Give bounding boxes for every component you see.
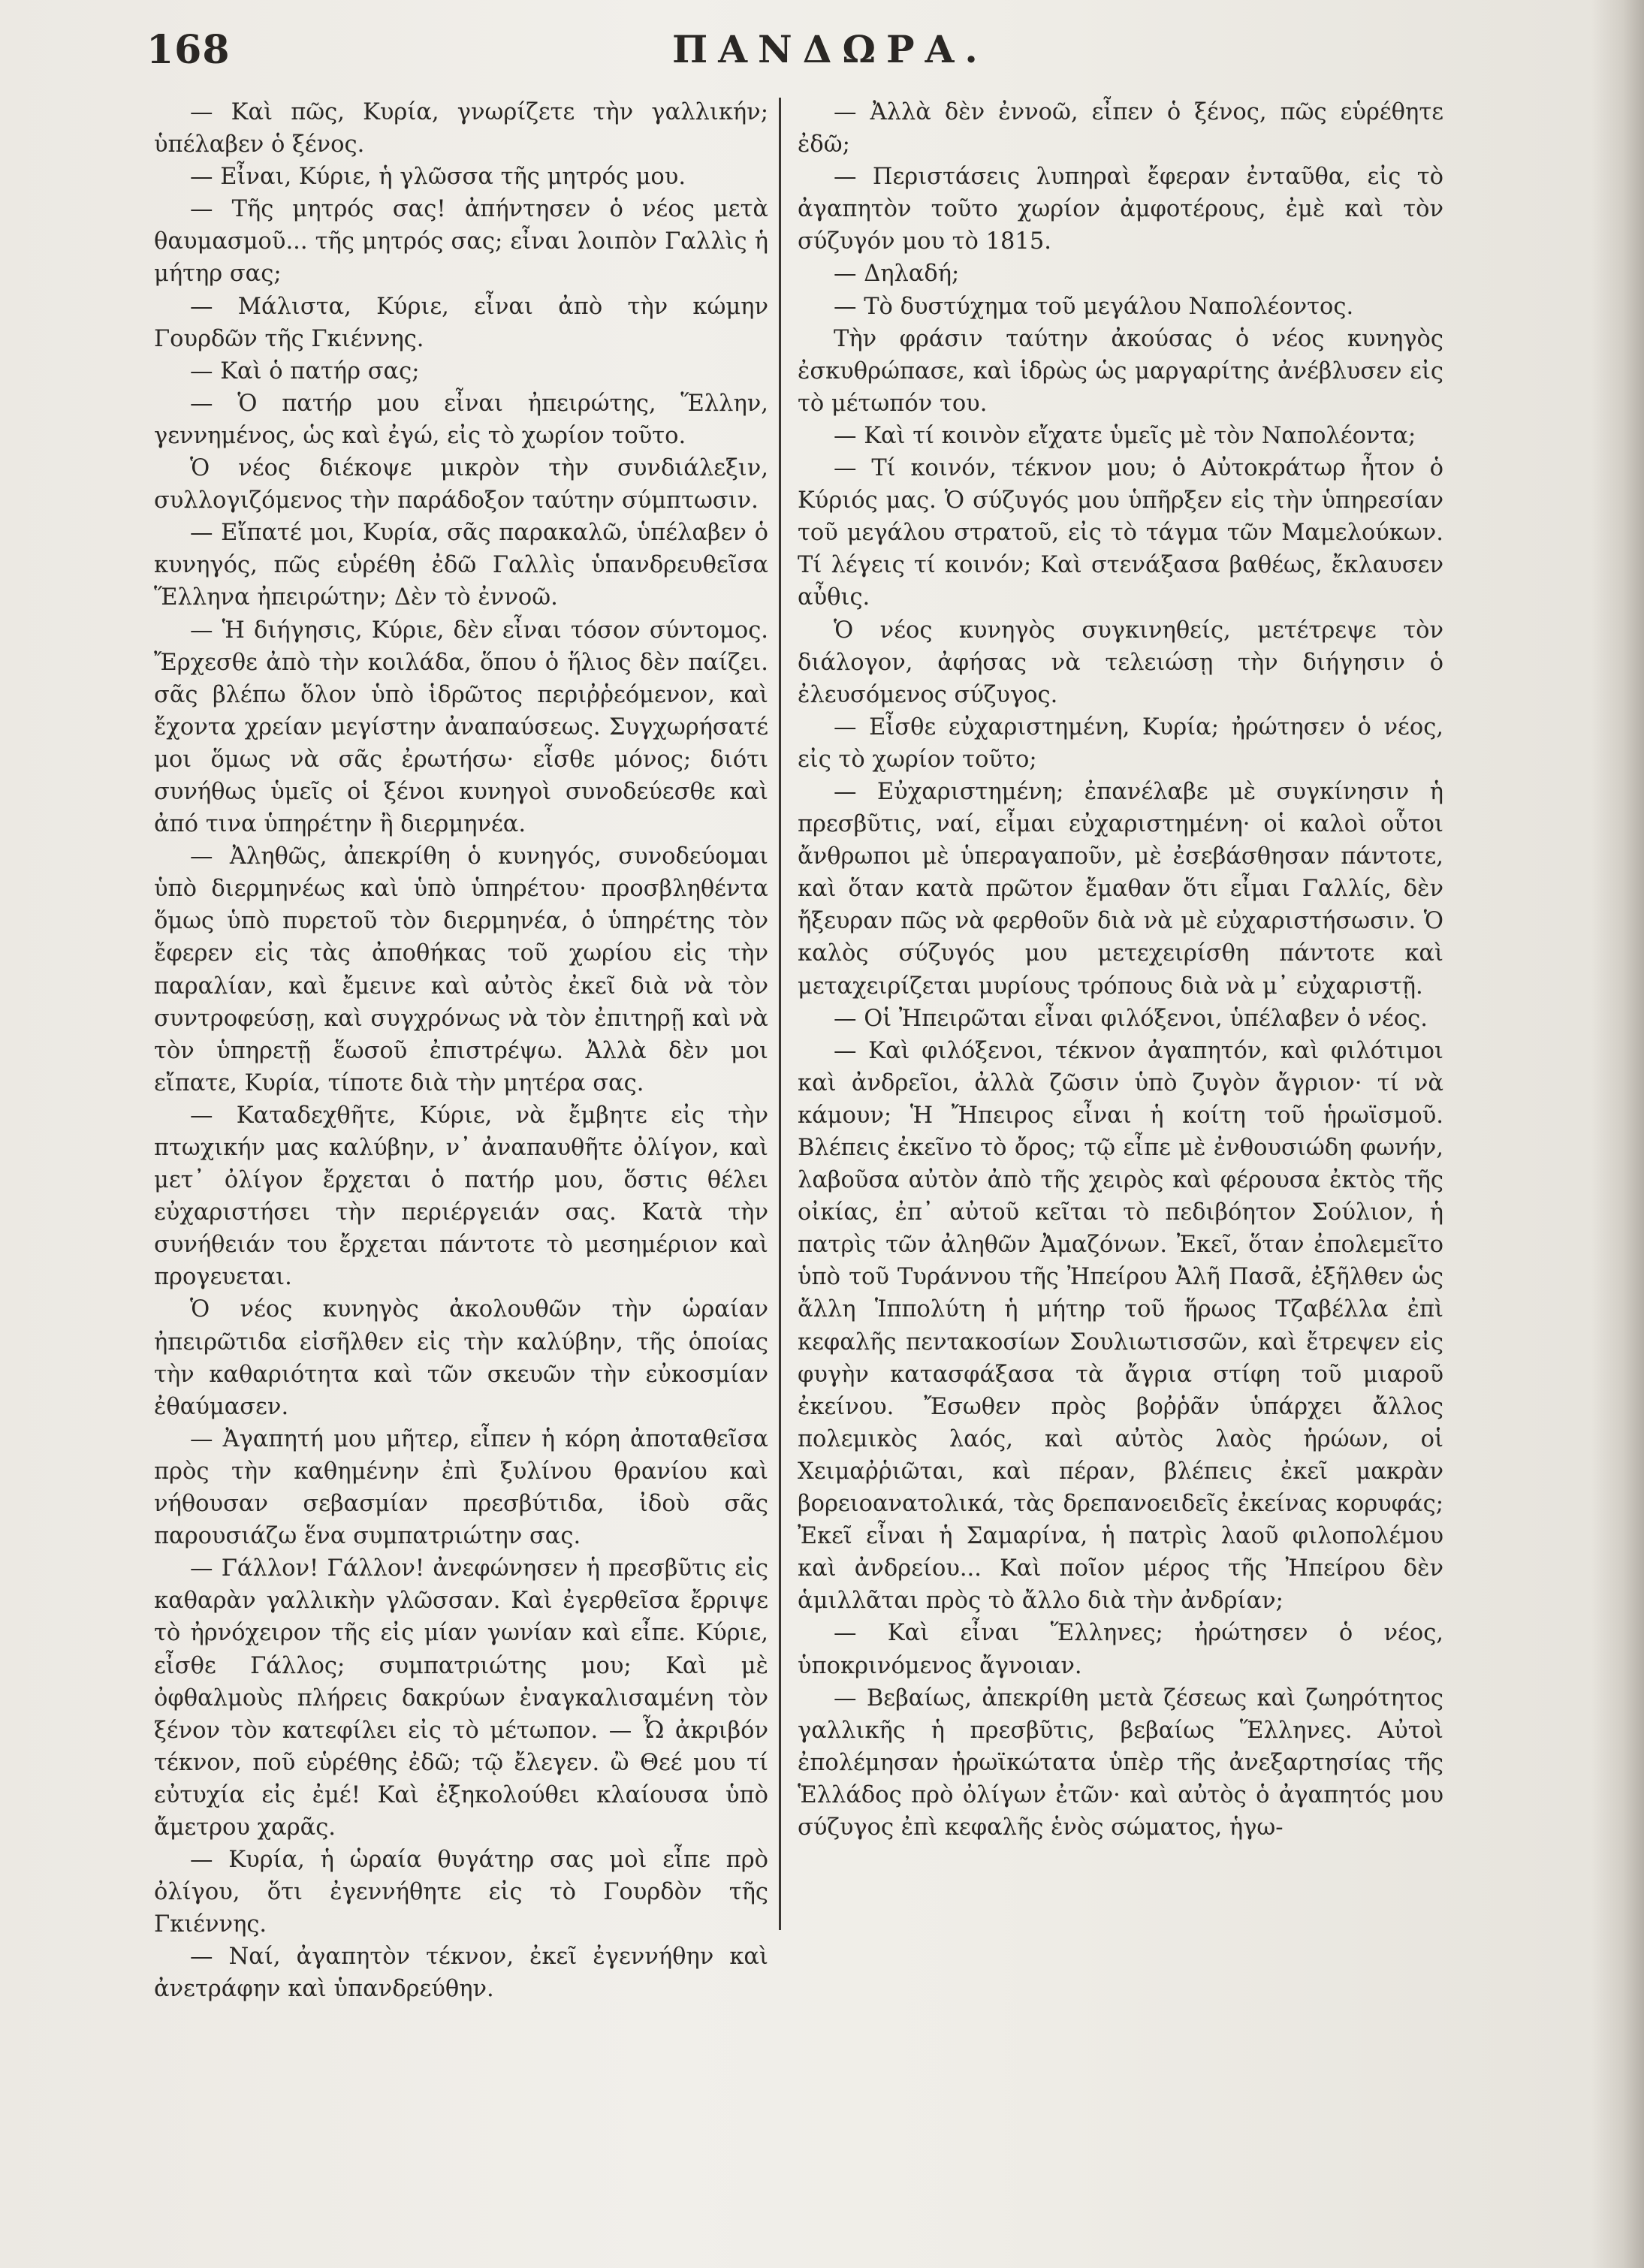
paragraph: — Καὶ πῶς, Κυρία, γνωρίζετε τὴν γαλλικήν; ὑπέλαβεν ὁ ξένος.	[154, 99, 768, 158]
page-header	[146, 21, 1468, 81]
paragraph: — Εἴπατέ μοι, Κυρία, σᾶς παρακαλῶ, ὑπέλαβεν ὁ κυνηγός, πῶς εὑρέθη ἐδῶ Γαλλὶς ὑπανδρευθεῖσα Ἕλληνα ἠπειρώτην; Δὲν τὸ ἐννοῶ.	[154, 520, 768, 611]
paragraph: — Εἶσθε εὐχαριστημένη, Κυρία; ἠρώτησεν ὁ νέος, εἰς τὸ χωρίον τοῦτο;	[798, 713, 1443, 773]
paragraph: Ὁ νέος διέκοψε μικρὸν τὴν συνδιάλεξιν, συλλογιζόμενος τὴν παράδοξον ταύτην σύμπτωσιν.	[154, 455, 768, 514]
page-number: 168	[146, 27, 231, 73]
paragraph: — Μάλιστα, Κύριε, εἶναι ἀπὸ τὴν κώμην Γουρδῶν τῆς Γκιέννης.	[154, 293, 768, 352]
paragraph: — Ἀγαπητή μου μῆτερ, εἶπεν ἡ κόρη ἀποταθεῖσα πρὸς τὴν καθημένην ἐπὶ ξυλίνου θρανίου καὶ νήθουσαν σεβασμίαν πρεσβύτιδα, ἰδοὺ σᾶς παρουσιάζω ἕνα συμπατριώτην σας.	[154, 1425, 768, 1550]
paragraph: — Ὁ πατήρ μου εἶναι ἠπειρώτης, Ἕλλην, γεννημένος, ὡς καὶ ἐγώ, εἰς τὸ χωρίον τοῦτο.	[154, 390, 768, 449]
paragraph: — Οἱ Ἠπειρῶται εἶναι φιλόξενοι, ὑπέλαβεν ὁ νέος.	[834, 1005, 1428, 1032]
paragraph: — Περιστάσεις λυπηραὶ ἔφεραν ἐνταῦθα, εἰς τὸ ἀγαπητὸν τοῦτο χωρίον ἀμφοτέρους, ἐμὲ καὶ τὸν σύζυγόν μου τὸ 1815.	[798, 164, 1443, 255]
paragraph: Ὁ νέος κυνηγὸς ἀκολουθῶν τὴν ὡραίαν ἠπειρῶτιδα εἰσῆλθεν εἰς τὴν καλύβην, τῆς ὁποίας τὴν καθαριότητα καὶ τῶν σκευῶν τὴν εὐκοσμίαν ἐθαύμασεν.	[154, 1296, 768, 1420]
right-column	[798, 96, 1443, 1844]
paragraph: — Γάλλον! Γάλλον! ἀνεφώνησεν ἡ πρεσβῦτις εἰς καθαρὰν γαλλικὴν γλῶσσαν. Καὶ ἐγερθεῖσα ἔρριψε τὸ ἠρνόχειρον τῆς εἰς μίαν γωνίαν καὶ εἶπε. Κύριε, εἶσθε Γάλλος; συμπατριώτης μου; Καὶ μὲ ὀφθαλμοὺς πλήρεις δακρύων ἐναγκαλισαμένη τὸν ξένον τὸν κατεφίλει εἰς τὸ μέτωπον. — Ὦ ἀκριβόν τέκνον, ποῦ εὑρέθης ἐδῶ; τῷ ἔλεγεν. ὢ Θεέ μου τί εὐτυχία εἰς ἐμέ! Καὶ ἐξηκολούθει κλαίουσα ὑπὸ ἄμετρου χαρᾶς.	[154, 1555, 768, 1841]
paragraph: — Τί κοινόν, τέκνον μου; ὁ Αὐτοκράτωρ ἦτον ὁ Κύριός μας. Ὁ σύζυγός μου ὑπῆρξεν εἰς τὴν ὑπηρεσίαν τοῦ μεγάλου στρατοῦ, εἰς τὸ τάγμα τῶν Μαμελούκων. Τί λέγεις τί κοινόν; Καὶ στενάξασα βαθέως, ἔκλαυσεν αὖθις.	[798, 455, 1443, 611]
paragraph: — Ἡ διήγησις, Κύριε, δὲν εἶναι τόσον σύντομος. Ἔρχεσθε ἀπὸ τὴν κοιλάδα, ὅπου ὁ ἥλιος δὲν παίζει. σᾶς βλέπω ὅλον ὑπὸ ἱδρῶτος περιῤῥεόμενον, καὶ ἔχοντα χρείαν μεγίστην ἀναπαύσεως. Συγχωρήσατέ μοι ὅμως νὰ σᾶς ἐρωτήσω· εἶσθε μόνος; διότι συνήθως ὑμεῖς οἱ ξένοι κυνηγοὶ συνοδεύεσθε καὶ ἀπό τινα ὑπηρέτην ἢ διερμηνέα.	[154, 617, 768, 838]
paragraph: — Εἶναι, Κύριε, ἡ γλῶσσα τῆς μητρός μου.	[190, 164, 686, 191]
paragraph: — Καὶ εἶναι Ἕλληνες; ἠρώτησεν ὁ νέος, ὑποκρινόμενος ἄγνοιαν.	[798, 1620, 1443, 1679]
paragraph: — Εὐχαριστημένη; ἐπανέλαβε μὲ συγκίνησιν ἡ πρεσβῦτις, ναί, εἶμαι εὐχαριστημένη· οἱ καλοὶ οὗτοι ἄνθρωποι μὲ ὑπεραγαποῦν, μὲ ἐσεβάσθησαν πάντοτε, καὶ ὅταν κατὰ πρῶτον ἔμαθαν ὅτι εἶμαι Γαλλίς, δὲν ἤξευραν πῶς νὰ φερθοῦν διὰ νὰ μὲ εὐχαριστήσωσιν. Ὁ καλὸς σύζυγός μου μετεχειρίσθη πάντοτε καὶ μεταχειρίζεται μυρίους τρόπους διὰ νὰ μ᾽ εὐχαριστῇ.	[798, 778, 1443, 1000]
paragraph: — Καὶ τί κοινὸν εἴχατε ὑμεῖς μὲ τὸν Ναπολέοντα;	[834, 422, 1416, 449]
left-column	[154, 96, 768, 2006]
running-title: ΠΑΝΔΩΡΑ.	[672, 27, 988, 71]
paragraph: — Τὸ δυστύχημα τοῦ μεγάλου Ναπολέοντος.	[834, 293, 1354, 320]
paragraph: — Κυρία, ἡ ὡραία θυγάτηρ σας μοὶ εἶπε πρὸ ὀλίγου, ὅτι ἐγεννήθητε εἰς τὸ Γουρδὸν τῆς Γκιέννης.	[154, 1847, 768, 1938]
paragraph: — Ναί, ἀγαπητὸν τέκνον, ἐκεῖ ἐγεννήθην καὶ ἀνετράφην καὶ ὑπανδρεύθην.	[154, 1944, 768, 2003]
column-divider	[779, 98, 781, 1930]
paragraph: — Ἀλλὰ δὲν ἐννοῶ, εἶπεν ὁ ξένος, πῶς εὑρέθητε ἐδῶ;	[798, 99, 1443, 158]
paragraph: — Βεβαίως, ἀπεκρίθη μετὰ ζέσεως καὶ ζωηρότητος γαλλικῆς ἡ πρεσβῦτις, βεβαίως Ἕλληνες. Αὐτοὶ ἐπολέμησαν ἡρωϊκώτατα ὑπὲρ τῆς ἀνεξαρτησίας τῆς Ἑλλάδος πρὸ ὀλίγων ἐτῶν· καὶ αὐτὸς ὁ ἀγαπητός μου σύζυγος ἐπὶ κεφαλῆς ἑνὸς σώματος, ἡγω-	[798, 1684, 1443, 1841]
paragraph: Τὴν φράσιν ταύτην ἀκούσας ὁ νέος κυνηγὸς ἐσκυθρώπασε, καὶ ἱδρὼς ὡς μαργαρίτης ἀνέβλυσεν εἰς τὸ μέτωπόν του.	[798, 325, 1443, 417]
binding-shadow	[1591, 0, 1644, 2268]
paragraph: — Δηλαδή;	[834, 261, 960, 288]
paragraph: — Ἀληθῶς, ἀπεκρίθη ὁ κυνηγός, συνοδεύομαι ὑπὸ διερμηνέως καὶ ὑπὸ ὑπηρέτου· προσβληθέντα ὅμως ὑπὸ πυρετοῦ τὸν διερμηνέα, ὁ ὑπηρέτης τὸν ἔφερεν εἰς τὰς ἀποθήκας τοῦ χωρίου εἰς τὴν παραλίαν, καὶ ἔμεινε καὶ αὐτὸς ἐκεῖ διὰ νὰ τὸν συντροφεύσῃ, καὶ συγχρόνως νὰ τὸν ἐπιτηρῇ καὶ νὰ τὸν ὑπηρετῇ ἕωσοῦ ἐπιστρέψω. Ἀλλὰ δὲν μοι εἴπατε, Κυρία, τίποτε διὰ τὴν μητέρα σας.	[154, 843, 768, 1096]
paragraph: — Καὶ ὁ πατήρ σας;	[190, 357, 420, 385]
paragraph: — Τῆς μητρός σας! ἀπήντησεν ὁ νέος μετὰ θαυμασμοῦ... τῆς μητρός σας; εἶναι λοιπὸν Γαλλὶς ἡ μήτηρ σας;	[154, 196, 768, 288]
paragraph: — Καὶ φιλόξενοι, τέκνον ἀγαπητόν, καὶ φιλότιμοι καὶ ἀνδρεῖοι, ἀλλὰ ζῶσιν ὑπὸ ζυγὸν ἄγριον· τί νὰ κάμουν; Ἡ Ἤπειρος εἶναι ἡ κοίτη τοῦ ἡρωϊσμοῦ. Βλέπεις ἐκεῖνο τὸ ὄρος; τῷ εἶπε μὲ ἐνθουσιώδη φωνήν, λαβοῦσα αὐτὸν ἀπὸ τῆς χειρὸς καὶ φέρουσα ἐκτὸς τῆς οἰκίας, ἐπ᾽ αὐτοῦ κεῖται τὸ πεδιβόητον Σούλιον, ἡ πατρὶς τῶν ἀληθῶν Ἀμαζόνων. Ἐκεῖ, ὅταν ἐπολεμεῖτο ὑπὸ τοῦ Τυράννου τῆς Ἠπείρου Ἀλῆ Πασᾶ, ἐξῆλθεν ὡς ἄλλη Ἱππολύτη ἡ μήτηρ τοῦ ἥρωος Τζαβέλλα ἐπὶ κεφαλῆς πεντακοσίων Σουλιωτισσῶν, καὶ ἔτρεψεν εἰς φυγὴν κατασφάξασα τὰ ἄγρια στίφη τοῦ μιαροῦ ἐκείνου. Ἔσωθεν πρὸς βοῤῥᾶν ὑπάρχει ἄλλος πολεμικὸς λαός, καὶ αὐτὸς λαὸς ἡρώων, οἱ Χειμαῤῥιῶται, καὶ πέραν, βλέπεις ἐκεῖ μακρὰν βορειοανατολικά, τὰς δρεπανοειδεῖς ἐκείνας κορυφάς; Ἐκεῖ εἶναι ἡ Σαμαρίνα, ἡ πατρὶς λαοῦ φιλοπολέμου καὶ ἀνδρείου... Καὶ ποῖον μέρος τῆς Ἠπείρου δὲν ἁμιλλᾶται πρὸς τὸ ἄλλο διὰ τὴν ἀνδρίαν;	[798, 1037, 1443, 1615]
paragraph: Ὁ νέος κυνηγὸς συγκινηθείς, μετέτρεψε τὸν διάλογον, ἀφήσας νὰ τελειώσῃ τὴν διήγησιν ὁ ἐλευσόμενος σύζυγος.	[798, 617, 1443, 708]
paragraph: — Καταδεχθῆτε, Κύριε, νὰ ἔμβητε εἰς τὴν πτωχικήν μας καλύβην, ν᾽ ἀναπαυθῆτε ὀλίγον, καὶ μετ᾽ ὀλίγον ἔρχεται ὁ πατήρ μου, ὅστις θέλει εὐχαριστήσει τὴν περιέργειάν σας. Κατὰ τὴν συνήθειάν του ἔρχεται πάντοτε τὸ μεσημέριον καὶ προγευεται.	[154, 1102, 768, 1291]
